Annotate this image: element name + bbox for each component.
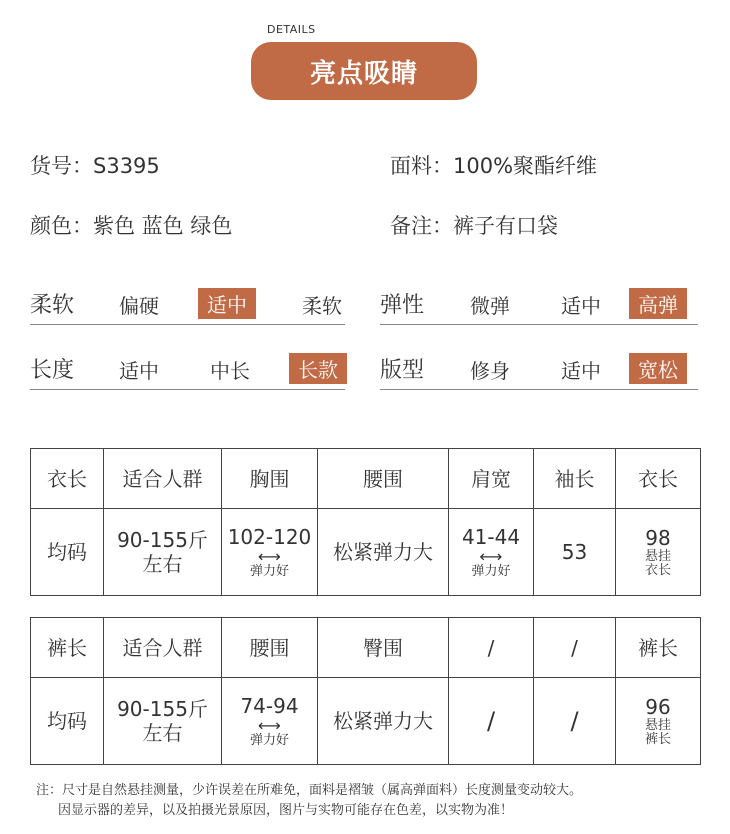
remark-label: 备注： [390, 214, 453, 238]
bottom-size-table [30, 617, 701, 765]
remark-value: 裤子有口袋 [453, 214, 558, 238]
fit-option-3-selected: 宽松 [629, 353, 687, 384]
length-note-2: 裤长 [644, 732, 671, 747]
elasticity-label: 弹性 [380, 293, 425, 318]
empty-slash-cell: / [534, 678, 616, 765]
length-option-3-selected: 长款 [289, 353, 347, 384]
fit-option-1: 修身 [470, 359, 510, 383]
length-cell [616, 678, 701, 765]
length-option-1: 适中 [119, 359, 159, 383]
softness-label: 柔软 [30, 293, 75, 318]
chest-cell [222, 509, 318, 596]
chest-note: 弹力好 [249, 563, 289, 579]
softness-option-3: 柔软 [302, 294, 342, 318]
size-cell: 均码 [31, 509, 104, 596]
table-header-cell: 衣长 [616, 449, 701, 509]
length-note-1: 悬挂 [644, 548, 671, 564]
waist-cell [222, 678, 318, 765]
table-header-cell: 臀围 [318, 618, 449, 678]
softness-divider [30, 324, 345, 325]
length-value: 98 [645, 525, 671, 550]
elasticity-option-2: 适中 [561, 294, 601, 318]
length-value: 96 [645, 694, 671, 719]
shoulder-value: 41-44 [461, 524, 521, 549]
waist-value: 74-94 [240, 693, 299, 718]
table-header-cell: 适合人群 [104, 449, 222, 509]
sku-value: S3395 [93, 154, 160, 178]
table-row [31, 509, 701, 596]
softness-option-2-selected: 适中 [198, 288, 256, 319]
table-header-cell: 胸围 [222, 449, 318, 509]
double-arrow-icon: ⟷ [258, 715, 281, 735]
length-note-2: 衣长 [644, 563, 671, 578]
table-header-cell: / [534, 618, 616, 678]
shoulder-cell [449, 509, 534, 596]
remark-info [390, 210, 558, 240]
fabric-label: 面料： [390, 154, 453, 178]
fabric-info [390, 150, 597, 180]
waist-note: 弹力好 [249, 732, 289, 748]
color-info [30, 210, 232, 240]
table-header-row [31, 618, 701, 678]
color-label: 颜色： [30, 214, 93, 238]
fit-divider [380, 389, 698, 390]
details-label: DETAILS [267, 23, 316, 36]
table-header-cell: 衣长 [31, 449, 104, 509]
waist-cell: 松紧弹力大 [318, 509, 449, 596]
softness-option-1: 偏硬 [119, 294, 159, 318]
sku-label: 货号： [30, 154, 93, 178]
table-row [31, 678, 701, 765]
length-note-1: 悬挂 [644, 717, 671, 733]
fit-label: 版型 [380, 358, 425, 383]
elasticity-option-3-selected: 高弹 [629, 288, 687, 319]
table-header-cell: 裤长 [31, 618, 104, 678]
size-cell: 均码 [31, 678, 104, 765]
crowd-cell [104, 509, 222, 596]
double-arrow-icon: ⟷ [479, 546, 503, 566]
note-line-1: 注：尺寸是自然悬挂测量，少许误差在所难免，面料是褶皱（属高弹面料）长度测量变动较大。 [36, 783, 583, 798]
table-header-cell: 裤长 [616, 618, 701, 678]
sku-info [30, 150, 160, 180]
table-header-cell: 袖长 [534, 449, 616, 509]
table-header-cell: 肩宽 [449, 449, 534, 509]
length-option-2: 中长 [210, 359, 250, 383]
table-header-cell: 腰围 [222, 618, 318, 678]
double-arrow-icon: ⟷ [258, 546, 281, 566]
empty-slash-cell: / [449, 678, 534, 765]
hip-cell: 松紧弹力大 [318, 678, 449, 765]
length-cell [616, 509, 701, 596]
elasticity-option-1: 微弹 [470, 294, 510, 318]
crowd-weight: 90-155斤 [117, 697, 208, 721]
crowd-weight: 90-155斤 [117, 528, 208, 552]
shoulder-note: 弹力好 [471, 563, 511, 579]
length-divider [30, 389, 345, 390]
sleeve-cell: 53 [534, 509, 616, 596]
table-header-cell: 适合人群 [104, 618, 222, 678]
table-header-cell: / [449, 618, 534, 678]
crowd-approx: 左右 [142, 552, 183, 576]
top-size-table [30, 448, 701, 596]
section-title-banner: 亮点吸睛 [251, 42, 477, 100]
crowd-approx: 左右 [142, 721, 183, 745]
elasticity-divider [380, 324, 698, 325]
color-value: 紫色 蓝色 绿色 [93, 214, 233, 238]
table-header-cell: 腰围 [318, 449, 449, 509]
fit-option-2: 适中 [561, 359, 601, 383]
note-line-2: 因显示器的差异，以及拍摄光景原因，图片与实物可能存在色差，以实物为准！ [58, 803, 514, 818]
length-label: 长度 [30, 358, 75, 383]
fabric-value: 100%聚酯纤维 [453, 154, 598, 178]
crowd-cell [104, 678, 222, 765]
table-header-row [31, 449, 701, 509]
chest-value: 102-120 [227, 524, 312, 549]
